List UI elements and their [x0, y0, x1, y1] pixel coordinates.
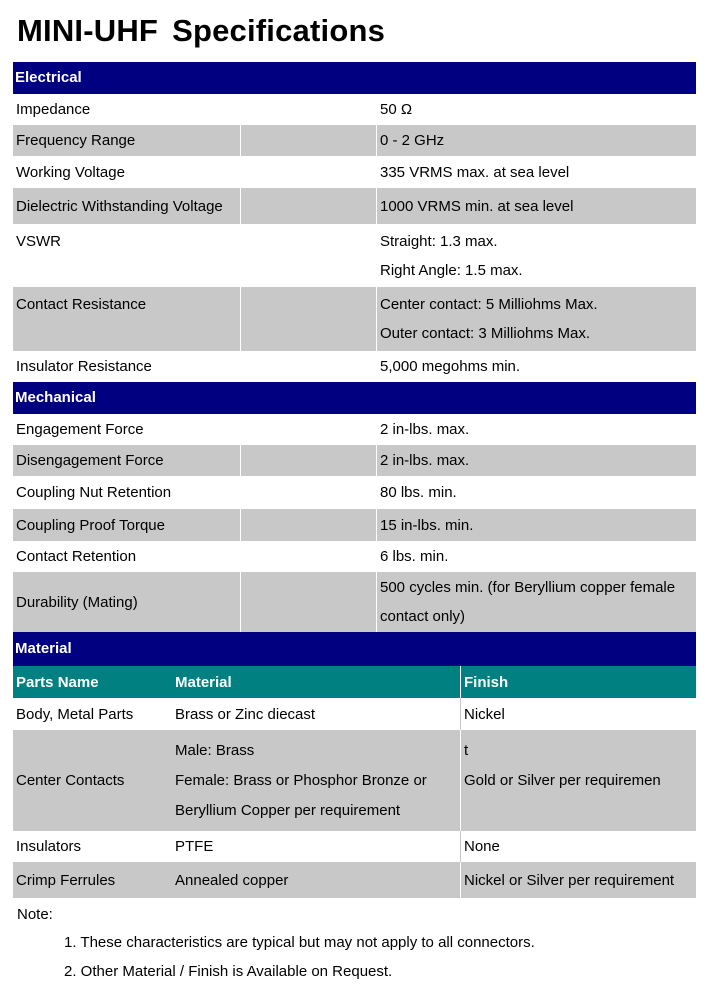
- spec-value: 2 in-lbs. max.: [380, 452, 470, 469]
- spec-value: 335 VRMS max. at sea level: [380, 163, 570, 181]
- spec-value: 6 lbs. min.: [380, 548, 449, 565]
- page-title: [17, 13, 385, 49]
- part-finish: Nickel: [460, 698, 696, 730]
- table-row: [13, 156, 696, 188]
- notes: [17, 902, 535, 986]
- table-row: [13, 351, 696, 382]
- part-material: Brass or Zinc diecast: [175, 705, 316, 723]
- part-name: Center Contacts: [16, 772, 125, 789]
- table-row: [13, 831, 696, 862]
- spec-value: contact only): [380, 608, 466, 625]
- spec-value: 50 Ω: [380, 101, 413, 118]
- spec-value: Center contact: 5 Milliohms Max.: [380, 296, 598, 313]
- spec-label: Coupling Nut Retention: [16, 484, 172, 501]
- table-row: [13, 188, 696, 224]
- spec-value: Right Angle: 1.5 max.: [380, 262, 523, 279]
- table-row: [13, 414, 696, 445]
- table-row: [13, 862, 696, 898]
- spec-label: Working Voltage: [16, 163, 125, 181]
- column-header-parts-name: Parts Name: [16, 673, 99, 691]
- note-item: 2. Other Material / Finish is Available on Request.: [64, 963, 393, 980]
- spec-value: 15 in-lbs. min.: [380, 516, 474, 534]
- spec-label: Contact Resistance: [16, 296, 147, 313]
- notes-heading: Note:: [17, 906, 53, 923]
- table-row: [13, 541, 696, 572]
- column-header-material: Material: [175, 673, 232, 691]
- part-name: Body, Metal Parts: [16, 705, 134, 723]
- spec-sheet: [13, 62, 696, 898]
- spec-value: 5,000 megohms min.: [380, 358, 521, 375]
- table-row: [13, 572, 696, 632]
- part-material: Male: Brass Female: Brass or Phosphor Bronze or Beryllium Copper per requirement: [175, 741, 427, 819]
- table-row: [13, 125, 696, 156]
- table-row: [13, 94, 696, 125]
- spec-value: 500 cycles min. (for Beryllium copper female: [380, 579, 676, 596]
- spec-value: Straight: 1.3 max.: [380, 233, 498, 250]
- table-row: [13, 445, 696, 476]
- material-table-header: [13, 666, 696, 698]
- electrical-section-header: Electrical: [13, 62, 696, 94]
- spec-label: Insulator Resistance: [16, 358, 152, 375]
- spec-label: VSWR: [16, 233, 61, 250]
- table-row: [13, 698, 696, 730]
- title-specifications: Specifications: [172, 13, 386, 48]
- spec-label: Frequency Range: [16, 132, 136, 149]
- part-name: Insulators: [16, 838, 82, 855]
- part-finish: Nickel or Silver per requirement: [460, 862, 696, 898]
- spec-label: Durability (Mating): [16, 593, 138, 611]
- spec-value: Outer contact: 3 Milliohms Max.: [380, 325, 591, 342]
- table-row: [13, 509, 696, 541]
- spec-label: Coupling Proof Torque: [16, 516, 165, 534]
- part-finish: None: [460, 831, 696, 862]
- mechanical-section-header: Mechanical: [13, 382, 696, 414]
- column-header-finish: Finish: [460, 666, 696, 698]
- material-section-header: Material: [13, 632, 696, 666]
- part-finish: t Gold or Silver per requiremen: [460, 730, 696, 831]
- table-row: [13, 730, 696, 831]
- table-row: [13, 287, 696, 351]
- spec-label: Disengagement Force: [16, 452, 164, 469]
- spec-label: Engagement Force: [16, 421, 144, 438]
- note-item: 1. These characteristics are typical but may not apply to all connectors.: [64, 934, 535, 951]
- part-material: PTFE: [175, 838, 214, 855]
- spec-label: Contact Retention: [16, 548, 137, 565]
- spec-value: 1000 VRMS min. at sea level: [380, 197, 574, 215]
- part-material: Annealed copper: [175, 871, 289, 889]
- spec-value: 2 in-lbs. max.: [380, 421, 470, 438]
- table-row: [13, 224, 696, 287]
- table-row: [13, 476, 696, 509]
- spec-value: 80 lbs. min.: [380, 484, 457, 501]
- spec-label: Dielectric Withstanding Voltage: [16, 197, 223, 215]
- title-product: MINI-UHF: [17, 13, 159, 48]
- spec-value: 0 - 2 GHz: [380, 132, 445, 149]
- spec-label: Impedance: [16, 101, 91, 118]
- part-name: Crimp Ferrules: [16, 871, 116, 889]
